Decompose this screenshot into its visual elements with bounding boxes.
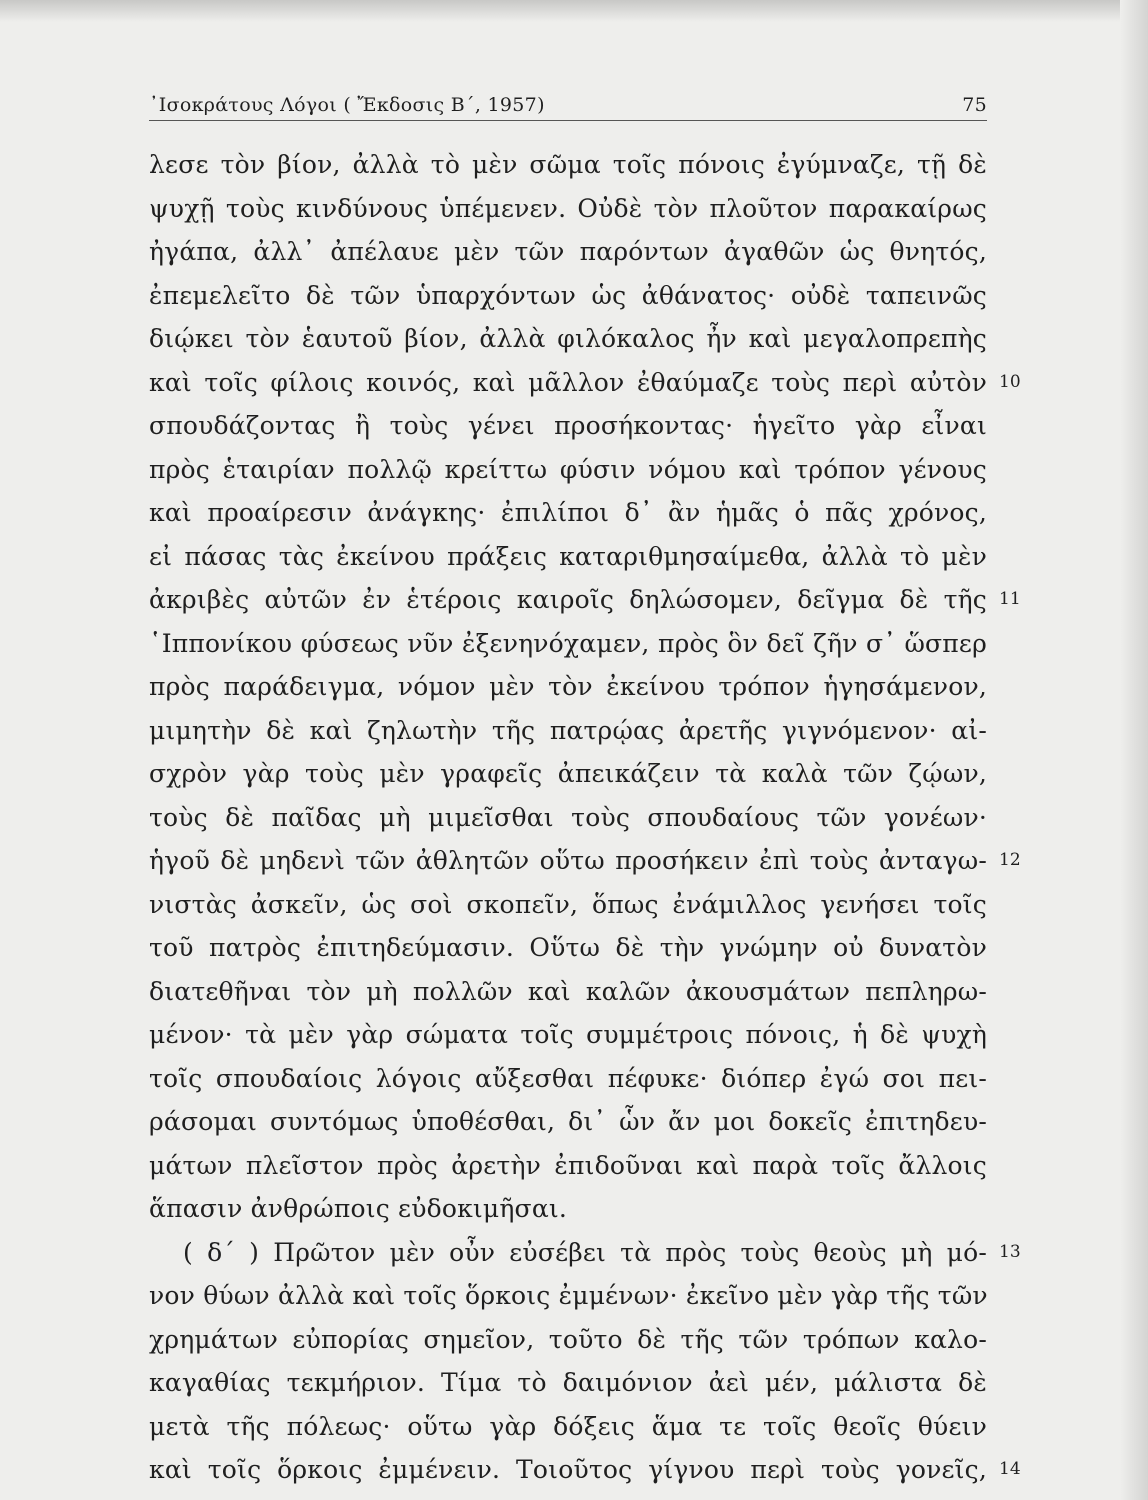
section-number: 10 [999,371,1021,392]
text-line: μάτων πλεῖστον πρὸς ἀρετὴν ἐπιδοῦναι καὶ παρὰ τοῖς ἄλλοις [149,1150,987,1180]
text-line: ἠγάπα, ἀλλ᾿ ἀπέλαυε μὲν τῶν παρόντων ἀγαθῶν ὡς θνητός, [149,237,987,266]
text-line: ἡγοῦ δὲ μηδενὶ τῶν ἀθλητῶν οὕτω προσήκειν ἐπὶ τοὺς ἀνταγω- 12 [149,839,987,883]
text-line: ( δ΄ ) Πρῶτον μὲν οὖν εὐσέβει τὰ πρὸς τοὺς θεοὺς μὴ μό- 13 [149,1231,987,1275]
text-line: χρημάτων εὐπορίας σημεῖον, τοῦτο δὲ τῆς τῶν τρόπων καλο- [149,1324,987,1354]
text-line: εἰ πάσας τὰς ἐκείνου πράξεις καταριθμησαίμεθα, ἀλλὰ τὸ μὲν [149,541,987,571]
text-line: μένον· τὰ μὲν γὰρ σώματα τοῖς συμμέτροις πόνοις, ἡ δὲ ψυχὴ [149,1020,987,1049]
text-line: καὶ τοῖς ὅρκοις ἐμμένειν. Τοιοῦτος γίγνου περὶ τοὺς γονεῖς, 14 [149,1448,987,1492]
section-number: 11 [999,589,1021,609]
body-text [149,143,1021,1492]
text-line: ἐπεμελεῖτο δὲ τῶν ὑπαρχόντων ὡς ἀθάνατος· οὐδὲ ταπεινῶς [149,280,987,310]
running-head [149,90,987,121]
text-line: ράσομαι συντόμως ὑποθέσθαι, δι᾿ ὧν ἄν μοι δοκεῖς ἐπιτηδευ- [149,1107,987,1136]
text-line: σπουδάζοντας ἢ τοὺς γένει προσήκοντας· ἡγεῖτο γὰρ εἶναι [149,411,987,440]
text-line: διῴκει τὸν ἑαυτοῦ βίον, ἀλλὰ φιλόκαλος ἦν καὶ μεγαλοπρεπὴς [149,324,987,353]
text-line: τοῖς σπουδαίοις λόγοις αὔξεσθαι πέφυκε· διόπερ ἐγώ σοι πει- [149,1063,987,1093]
text-line: καὶ προαίρεσιν ἀνάγκης· ἐπιλίποι δ᾿ ἂν ἡμᾶς ὁ πᾶς χρόνος, [149,498,987,527]
text-line: ἀκριβὲς αὐτῶν ἐν ἑτέροις καιροῖς δηλώσομεν, δεῖγμα δὲ τῆς 11 [149,578,987,622]
section-number: 13 [999,1241,1021,1262]
running-head-title: ᾿Ισοκράτους Λόγοι ( Ἔκδοσις Β΄, 1957) [149,94,545,116]
text-line: νον θύων ἀλλὰ καὶ τοῖς ὅρκοις ἐμμένων· ἐκεῖνο μὲν γὰρ τῆς τῶν [149,1281,988,1310]
text-line: μετὰ τῆς πόλεως· οὕτω γὰρ δόξεις ἅμα τε τοῖς θεοῖς θύειν [149,1411,987,1441]
text-line: μιμητὴν δὲ καὶ ζηλωτὴν τῆς πατρῴας ἀρετῆς γιγνόμενον· αἰ- [149,715,987,745]
text-line: πρὸς παράδειγμα, νόμον μὲν τὸν ἐκείνου τρόπον ἡγησάμενον, [149,672,987,701]
section-number: 14 [999,1459,1021,1479]
page-number: 75 [962,94,987,116]
text-line: ἅπασιν ἀνθρώποις εὐδοκιμῆσαι. [149,1194,568,1223]
text-line: ῾Ιππονίκου φύσεως νῦν ἐξενηνόχαμεν, πρὸς ὃν δεῖ ζῆν σ᾿ ὥσπερ [149,628,987,658]
text-line: διατεθῆναι τὸν μὴ πολλῶν καὶ καλῶν ἀκουσμάτων πεπληρω- [149,976,987,1006]
text-line: καὶ τοῖς φίλοις κοινός, καὶ μᾶλλον ἐθαύμαζε τοὺς περὶ αὐτὸν 10 [149,361,987,405]
text-line: ψυχῇ τοὺς κινδύνους ὑπέμενεν. Οὐδὲ τὸν πλοῦτον παρακαίρως [149,193,987,223]
text-line: καγαθίας τεκμήριον. Τίμα τὸ δαιμόνιον ἀεὶ μέν, μάλιστα δὲ [149,1368,987,1397]
text-line: νιστὰς ἀσκεῖν, ὡς σοὶ σκοπεῖν, ὅπως ἐνάμιλλος γενήσει τοῖς [149,889,987,919]
text-line: πρὸς ἑταιρίαν πολλῷ κρείττω φύσιν νόμου καὶ τρόπον γένους [149,454,987,484]
text-line: λεσε τὸν βίον, ἀλλὰ τὸ μὲν σῶμα τοῖς πόνοις ἐγύμναζε, τῇ δὲ [149,150,987,179]
text-line: τοῦ πατρὸς ἐπιτηδεύμασιν. Οὕτω δὲ τὴν γνώμην οὐ δυνατὸν [149,933,987,962]
text-line: τοὺς δὲ παῖδας μὴ μιμεῖσθαι τοὺς σπουδαίους τῶν γονέων· [149,802,987,832]
text-line: σχρὸν γὰρ τοὺς μὲν γραφεῖς ἀπεικάζειν τὰ καλὰ τῶν ζῴων, [149,759,987,788]
section-number: 12 [999,850,1021,870]
